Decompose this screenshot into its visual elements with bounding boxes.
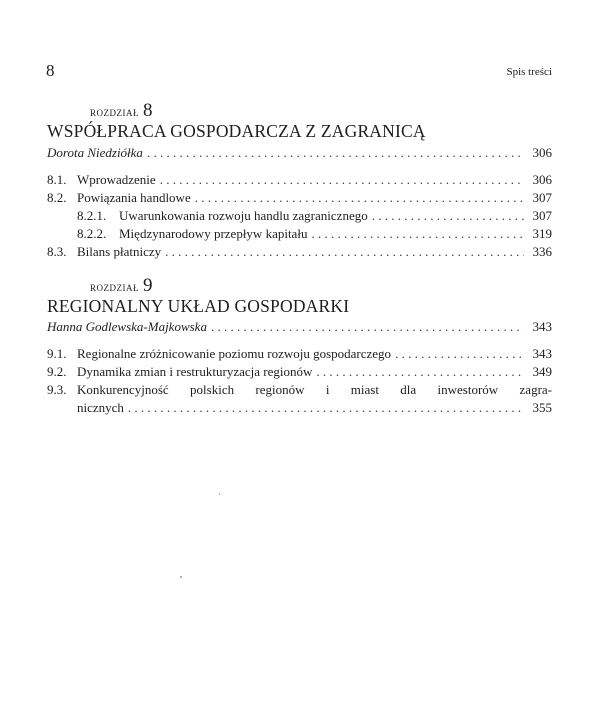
toc-entry[interactable]	[47, 382, 552, 398]
section-title: Konkurencyjność polskich regionów i miast dla inwestorów zagra-	[77, 382, 552, 397]
section-number: 9.2.	[47, 364, 67, 379]
chapter-number: 8	[143, 100, 153, 121]
section-number: 9.3.	[47, 382, 67, 397]
scan-speck	[180, 576, 182, 578]
page-ref: 306	[532, 172, 552, 187]
page-ref: 343	[532, 319, 552, 334]
dot-leader	[147, 145, 524, 161]
section-title: Regionalne zróżnicowanie poziomu rozwoju gospodarczego	[77, 346, 392, 361]
chapter-label-text: rozdział	[90, 104, 139, 119]
page-number: 8	[46, 61, 55, 80]
section-title: Dynamika zmian i restrukturyzacja regionów	[77, 364, 313, 379]
section-number: 8.3.	[47, 244, 67, 259]
section-number: 8.1.	[47, 172, 67, 187]
section-number: 8.2.2.	[77, 226, 107, 241]
section-title: Uwarunkowania rozwoju handlu zagranicznego	[119, 208, 368, 223]
dot-leader	[195, 190, 524, 206]
dot-leader	[372, 208, 524, 224]
page-ref: 307	[532, 190, 552, 205]
toc-entry[interactable]	[47, 190, 552, 206]
section-title-continuation: nicznych	[77, 400, 124, 415]
section-number: 9.1.	[47, 346, 67, 361]
dot-leader	[316, 364, 524, 380]
section-title: Bilans płatniczy	[77, 244, 162, 259]
chapter-author: Hanna Godlewska-Majkowska	[47, 319, 207, 334]
page-ref: 336	[532, 244, 552, 259]
chapter-label	[90, 100, 153, 122]
page-ref: 355	[532, 400, 552, 415]
section-number: 8.2.1.	[77, 208, 107, 223]
chapter-label-text: rozdział	[90, 279, 139, 294]
running-head: Spis treści	[506, 66, 552, 78]
dot-leader	[395, 346, 524, 362]
toc-entry[interactable]	[77, 226, 552, 242]
dot-leader	[311, 226, 524, 242]
chapter-label	[90, 275, 153, 297]
page-ref: 319	[532, 226, 552, 241]
toc-entry[interactable]	[47, 172, 552, 188]
section-title: Wprowadzenie	[77, 172, 156, 187]
chapter-author: Dorota Niedziółka	[47, 145, 143, 160]
page-ref: 306	[532, 145, 552, 160]
toc-entry-continuation[interactable]	[77, 400, 552, 416]
page-ref: 343	[532, 346, 552, 361]
dot-leader	[165, 244, 524, 260]
chapter-author-entry[interactable]	[47, 145, 552, 161]
dot-leader	[160, 172, 524, 188]
toc-entry[interactable]	[77, 208, 552, 224]
dot-leader	[211, 319, 524, 335]
chapter-number: 9	[143, 275, 153, 296]
chapter-title: REGIONALNY UKŁAD GOSPODARKI	[47, 296, 350, 316]
scan-speck	[219, 493, 220, 495]
dot-leader	[128, 400, 524, 416]
toc-entry[interactable]	[47, 364, 552, 380]
page-ref: 349	[532, 364, 552, 379]
section-title: Międzynarodowy przepływ kapitału	[119, 226, 308, 241]
page-ref: 307	[532, 208, 552, 223]
toc-entry[interactable]	[47, 346, 552, 362]
chapter-author-entry[interactable]	[47, 319, 552, 335]
section-number: 8.2.	[47, 190, 67, 205]
section-title: Powiązania handlowe	[77, 190, 191, 205]
toc-entry[interactable]	[47, 244, 552, 260]
chapter-title: WSPÓŁPRACA GOSPODARCZA Z ZAGRANICĄ	[47, 121, 426, 141]
